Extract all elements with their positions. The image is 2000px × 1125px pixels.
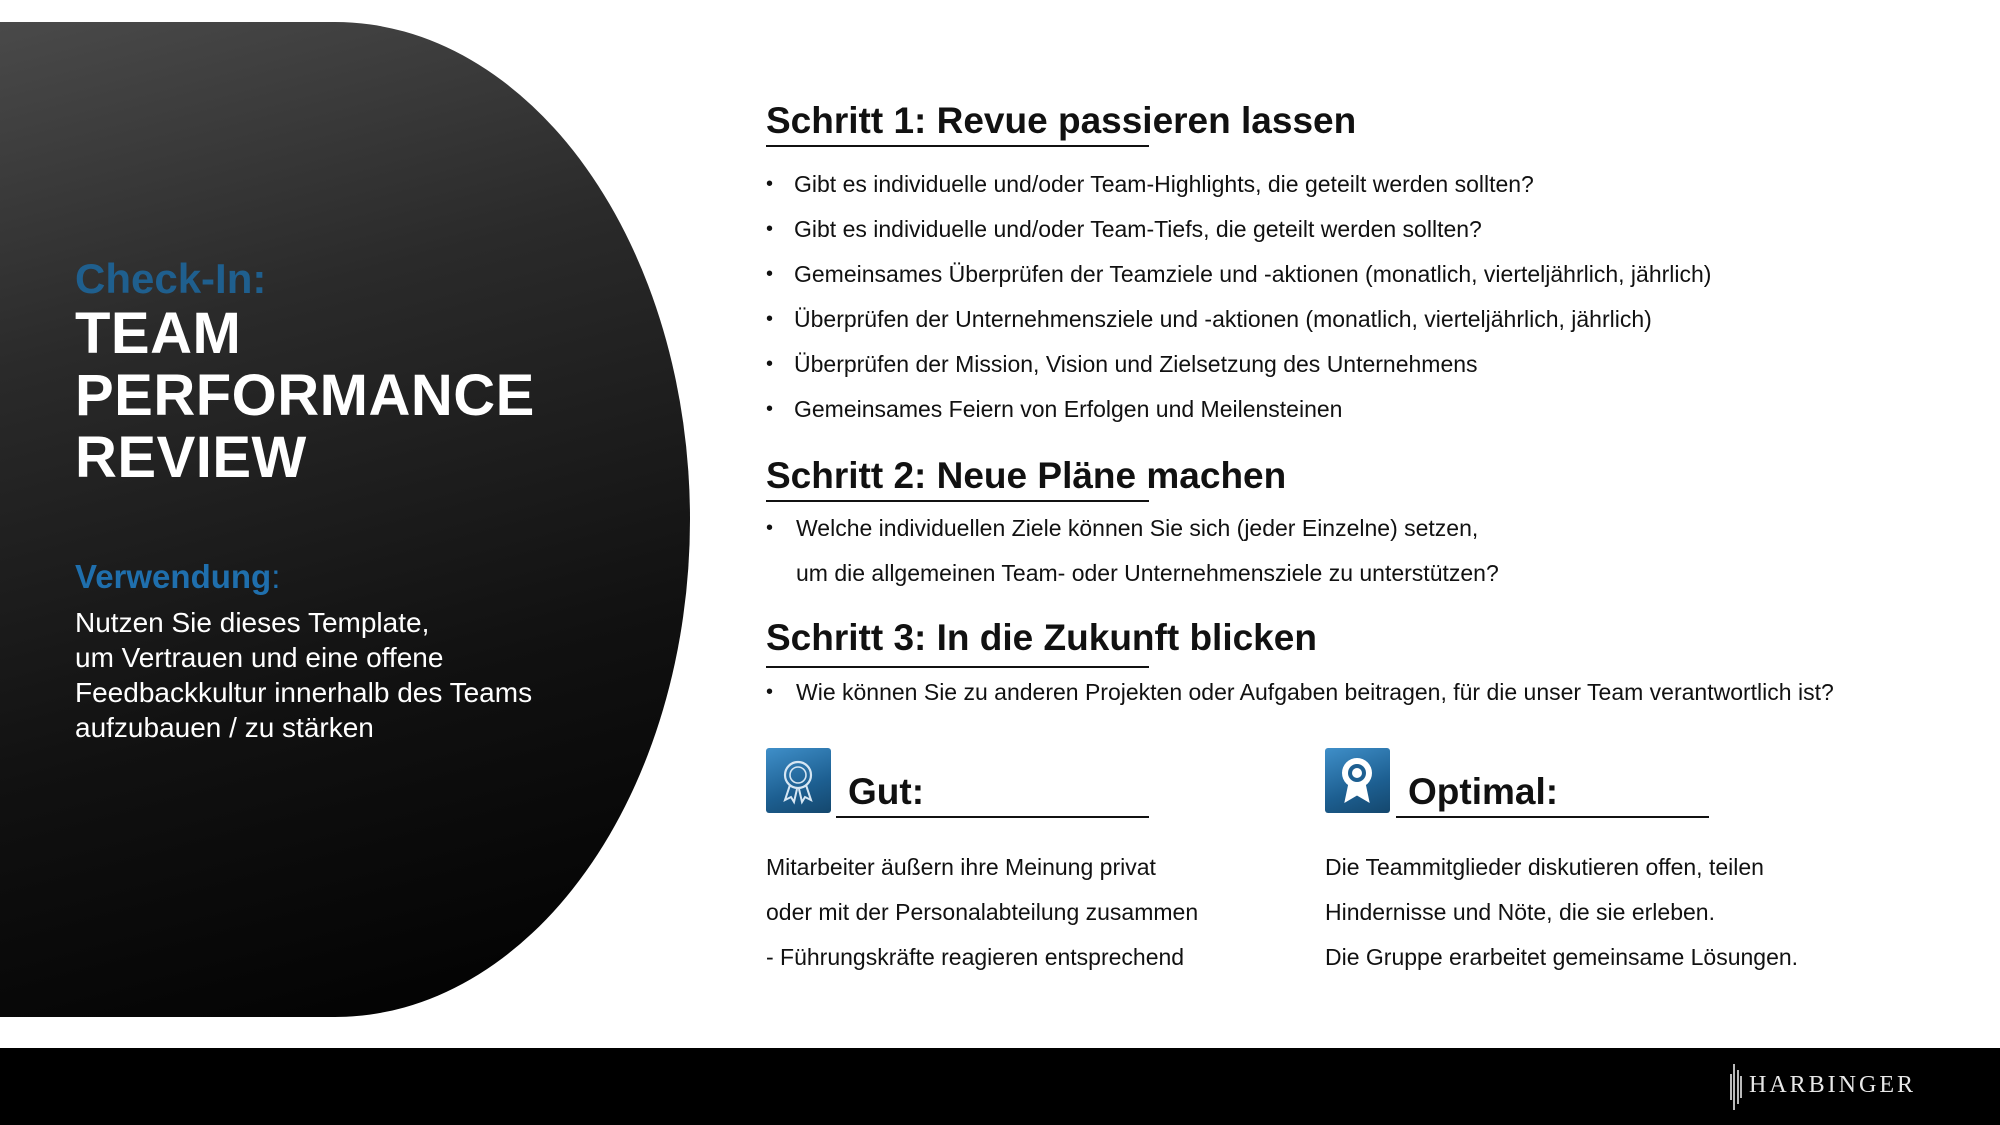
step-2-heading: Schritt 2: Neue Pläne machen <box>766 455 1287 496</box>
usage-line-2: um Vertrauen und eine offene <box>75 642 444 673</box>
optimal-underline <box>1396 816 1709 818</box>
usage-colon: : <box>271 558 281 595</box>
optimal-description <box>1325 845 1798 980</box>
list-item: • Gemeinsames Feiern von Erfolgen und Meilensteinen <box>766 387 1711 432</box>
step-1-bullet-list <box>766 162 1711 432</box>
good-label: Gut: <box>848 771 925 812</box>
good-line-2: oder mit der Personalabteilung zusammen <box>766 899 1199 925</box>
list-item: • Wie können Sie zu anderen Projekten oder Aufgaben beitragen, für die unser Team verantwortlich ist? <box>766 670 1834 715</box>
step-1-heading: Schritt 1: Revue passieren lassen <box>766 100 1357 141</box>
step-2-underline <box>766 500 1149 502</box>
step-3-heading: Schritt 3: In die Zukunft blicken <box>766 617 1317 658</box>
optimal-line-1: Die Teammitglieder diskutieren offen, teilen <box>1325 854 1764 880</box>
list-item: • Überprüfen der Unternehmensziele und -aktionen (monatlich, vierteljährlich, jährlich) <box>766 297 1711 342</box>
medal-award-icon <box>1325 748 1390 813</box>
usage-line-3: Feedbackkultur innerhalb des Teams <box>75 677 533 708</box>
list-item: • Gibt es individuelle und/oder Team-Tiefs, die geteilt werden sollten? <box>766 207 1711 252</box>
good-line-3: - Führungskräfte reagieren entsprechend <box>766 944 1185 970</box>
ribbon-award-icon <box>766 748 831 813</box>
list-item: • Gemeinsames Überprüfen der Teamziele und -aktionen (monatlich, vierteljährlich, jährlich) <box>766 252 1711 297</box>
optimal-line-3: Die Gruppe erarbeitet gemeinsame Lösungen. <box>1325 944 1799 970</box>
good-line-1: Mitarbeiter äußern ihre Meinung privat <box>766 854 1156 880</box>
good-underline <box>836 816 1149 818</box>
optimal-label: Optimal: <box>1408 771 1559 812</box>
title-line-2: PERFORMANCE <box>75 363 535 428</box>
step-2-continuation: um die allgemeinen Team- oder Unternehmensziele zu unterstützen? <box>796 560 1499 586</box>
step-1-underline <box>766 145 1149 147</box>
list-item: • Überprüfen der Mission, Vision und Zielsetzung des Unternehmens <box>766 342 1711 387</box>
optimal-line-2: Hindernisse und Nöte, die sie erleben. <box>1325 899 1715 925</box>
step-3-bullet-list <box>766 670 1834 715</box>
usage-label: Verwendung <box>75 558 272 595</box>
footer-bar <box>0 1048 2000 1125</box>
usage-line-4: aufzubauen / zu stärken <box>75 712 374 743</box>
usage-heading <box>75 557 635 597</box>
list-item: • Welche individuellen Ziele können Sie sich (jeder Einzelne) setzen, <box>766 506 1478 551</box>
list-item: • Gibt es individuelle und/oder Team-Highlights, die geteilt werden sollten? <box>766 162 1711 207</box>
step-2-bullet-list <box>766 506 1478 551</box>
good-description <box>766 845 1198 980</box>
usage-description <box>75 605 635 745</box>
left-content <box>75 255 635 745</box>
checkin-label: Check-In: <box>75 255 267 302</box>
step-3-underline <box>766 666 1149 668</box>
title-line-1: TEAM <box>75 301 242 366</box>
usage-line-1: Nutzen Sie dieses Template, <box>75 607 430 638</box>
harbinger-logo-text: HARBINGER <box>1749 1072 1917 1098</box>
title-line-3: REVIEW <box>75 425 307 490</box>
